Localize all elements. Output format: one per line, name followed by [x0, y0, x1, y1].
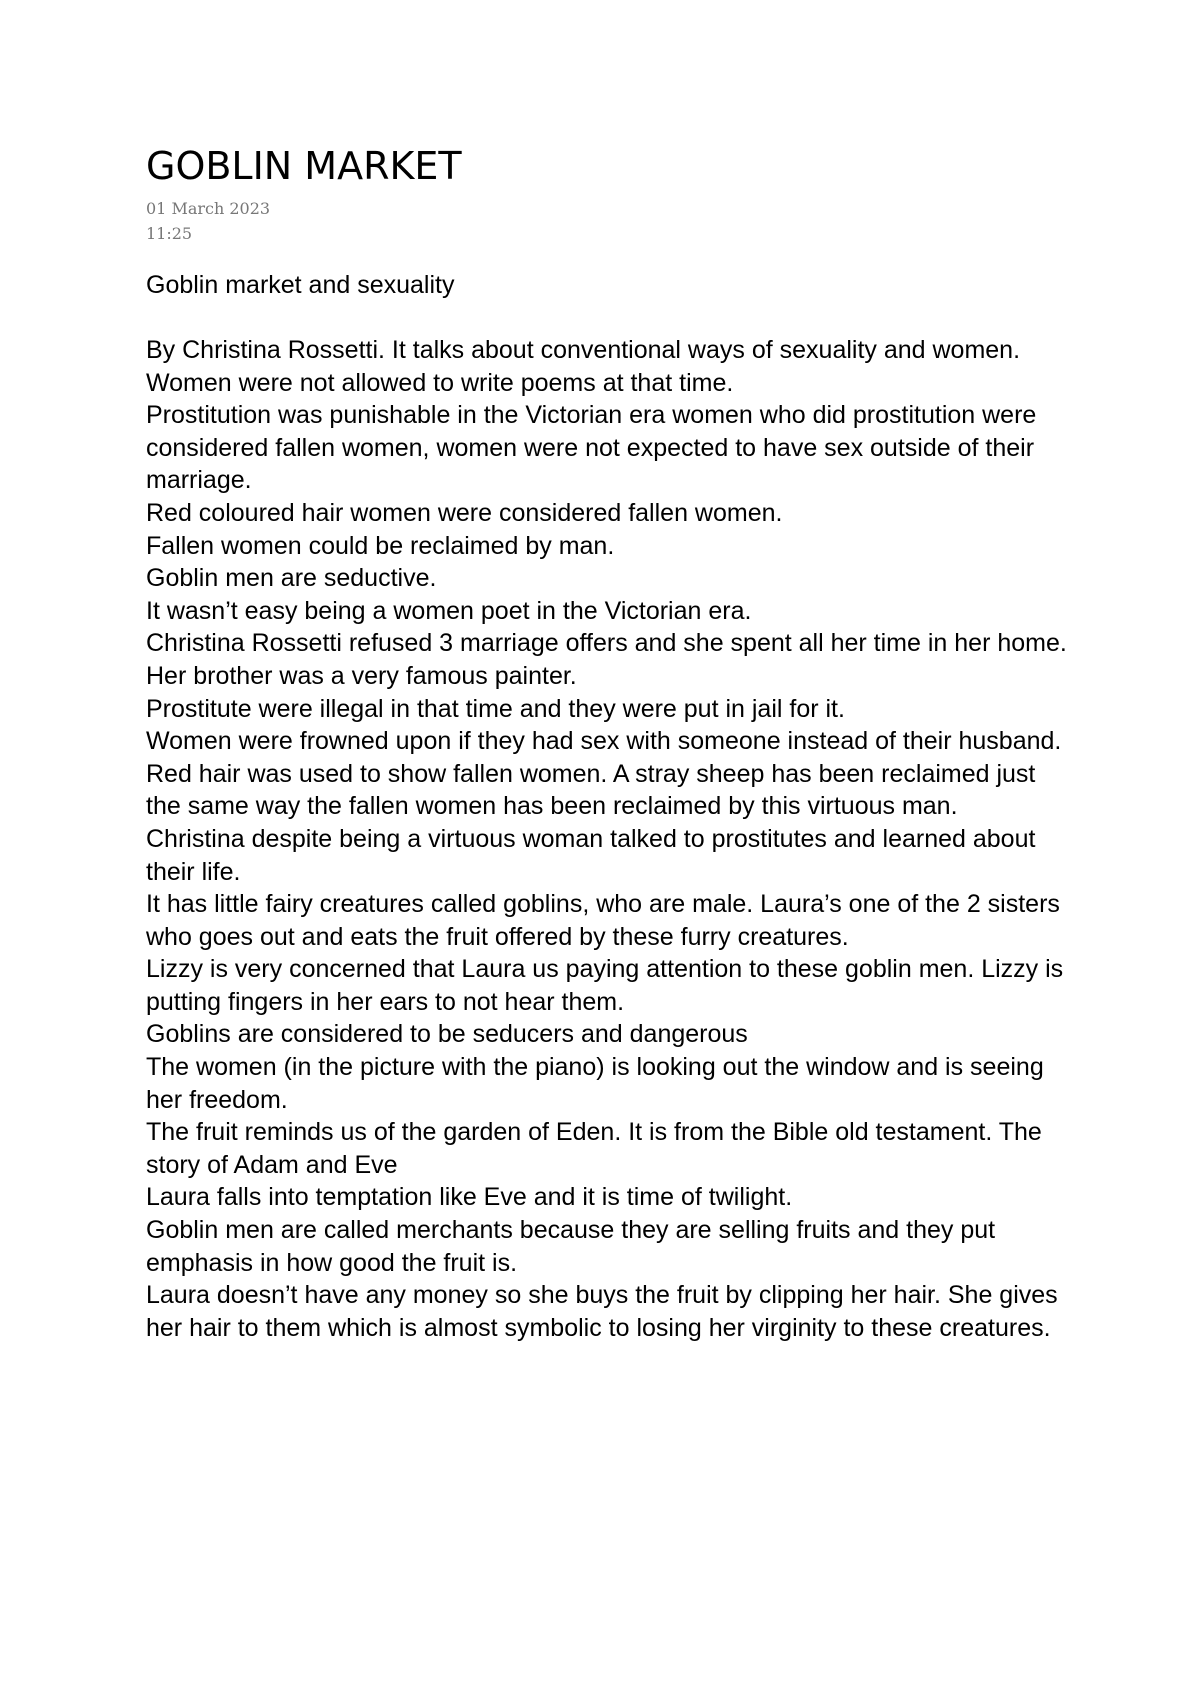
note-subtitle: Goblin market and sexuality — [146, 271, 455, 299]
paragraph: It has little fairy creatures called goblins, who are male. Laura’s one of the 2 sisters who goes out and eats the fruit offered by these furry creatures. — [146, 890, 1060, 951]
paragraph: Red coloured hair women were considered fallen women. — [146, 498, 783, 527]
note-date: 01 March 2023 — [146, 199, 271, 218]
note-time: 11:25 — [146, 224, 193, 243]
paragraph: The fruit reminds us of the garden of Eden. It is from the Bible old testament. The story of Adam and Eve — [146, 1118, 1042, 1179]
paragraph: Goblin men are called merchants because they are selling fruits and they put emphasis in how good the fruit is. — [146, 1216, 996, 1277]
note-body — [146, 334, 1076, 1344]
paragraph: The women (in the picture with the piano) is looking out the window and is seeing her freedom. — [146, 1053, 1044, 1114]
paragraph: Prostitute were illegal in that time and they were put in jail for it. — [146, 694, 845, 723]
paragraph: Goblin men are seductive. — [146, 564, 437, 593]
paragraph: Fallen women could be reclaimed by man. — [146, 531, 615, 560]
paragraph: Her brother was a very famous painter. — [146, 661, 577, 690]
paragraph: Prostitution was punishable in the Victorian era women who did prostitution were considered fallen women, women were not expected to have sex outside of their marriage. — [146, 401, 1037, 495]
page-title: GOBLIN MARKET — [146, 144, 462, 188]
paragraph: It wasn’t easy being a women poet in the Victorian era. — [146, 596, 752, 625]
paragraph: Red hair was used to show fallen women. A stray sheep has been reclaimed just the same way the fallen women has been reclaimed by this virtuous man. — [146, 759, 1036, 821]
paragraph: Laura doesn’t have any money so she buys the fruit by clipping her hair. She gives her hair to them which is almost symbolic to losing her virginity to these creatures. — [146, 1281, 1058, 1342]
paragraph: Women were frowned upon if they had sex with someone instead of their husband. — [146, 727, 1062, 756]
paragraph: Women were not allowed to write poems at that time. — [146, 368, 734, 397]
paragraph: By Christina Rossetti. It talks about conventional ways of sexuality and women. — [146, 336, 1021, 364]
paragraph: Laura falls into temptation like Eve and it is time of twilight. — [146, 1183, 793, 1212]
paragraph: Lizzy is very concerned that Laura us paying attention to these goblin men. Lizzy is putting fingers in her ears to not hear them. — [146, 955, 1064, 1016]
note-content — [146, 140, 1076, 1344]
paragraph: Goblins are considered to be seducers and dangerous — [146, 1020, 748, 1049]
paragraph: Christina Rossetti refused 3 marriage offers and she spent all her time in her home. — [146, 629, 1067, 658]
paragraph: Christina despite being a virtuous woman talked to prostitutes and learned about their life. — [146, 824, 1036, 886]
